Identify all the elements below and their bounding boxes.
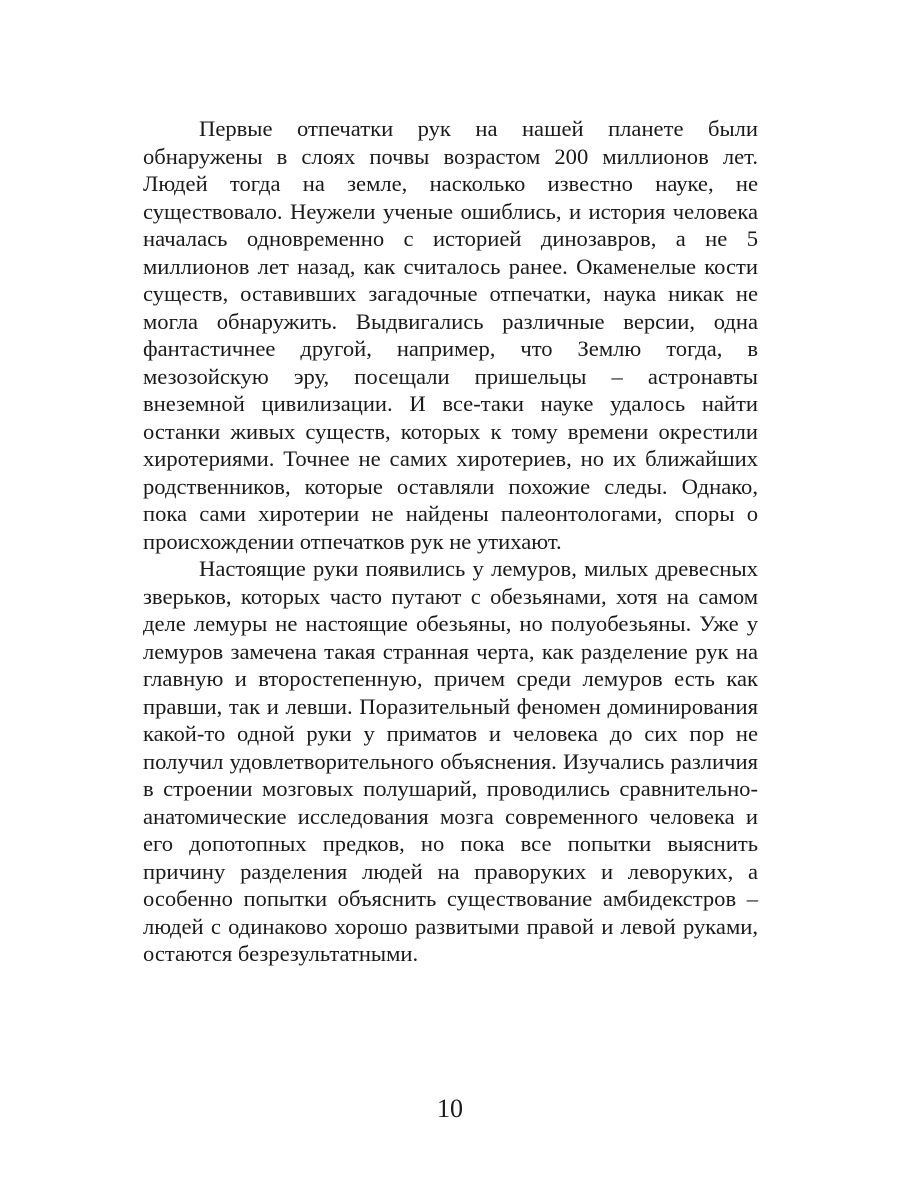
page-number: 10 — [437, 1094, 463, 1123]
page-text — [143, 115, 758, 968]
paragraph-2: Настоящие руки появились у лемуров, милых древесных зверьков, которых часто путают с обезьянами, хотя на самом деле лемуры не настоящие обезьяны, но полуобезьяны. Уже у лемуров замечена такая странная черта, как разделение рук на главную и второстепенную, причем среди лемуров есть как правши, так и левши. Поразительный феномен доминирования какой-то одной руки у приматов и человека до сих пор не получил удовлетворительного объяснения. Изучались различия в строении мозговых полушарий, проводились сравнительно-анатомические исследования мозга современного человека и его допотопных предков, но пока все попытки выяснить причину разделения людей на праворуких и леворуких, а особенно попытки объяснить существование амбидекстров – людей с одинаково хорошо развитыми правой и левой руками, остаются безрезультатными. — [143, 556, 758, 966]
paragraph-1: Первые отпечатки рук на нашей планете были обнаружены в слоях почвы возрастом 200 миллионов лет. Людей тогда на земле, насколько известно науке, не существовало. Неужели ученые ошиблись, и история человека началась одновременно с историей динозавров, а не 5 миллионов лет назад, как считалось ранее. Окаменелые кости существ, оставивших загадочные отпечатки, наука никак не могла обнаружить. Выдвигались различные версии, одна фантастичнее другой, например, что Землю тогда, в мезозойскую эру, посещали пришельцы – астронавты внеземной цивилизации. И все-таки науке удалось найти останки живых существ, которых к тому времени окрестили хиротериями. Точнее не самих хиротериев, но их ближайших родственников, которые оставляли похожие следы. Однако, пока сами хиротерии не найдены палеонтологами, споры о происхождении отпечатков рук не утихают. — [143, 116, 758, 554]
